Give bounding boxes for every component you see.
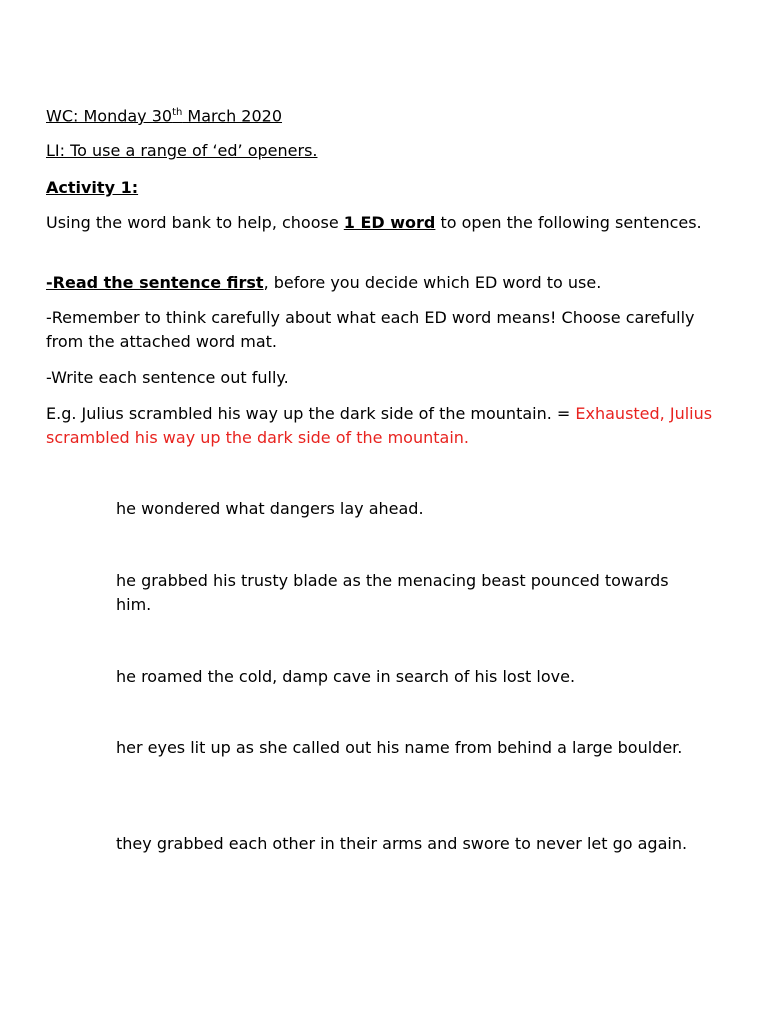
instruction-write-fully: -Write each sentence out fully. (46, 368, 289, 387)
instruction-read-first-emphasis: -Read the sentence first (46, 273, 264, 292)
activity-heading: Activity 1: (46, 178, 139, 197)
sentence-1: he wondered what dangers lay ahead. (116, 499, 424, 518)
sentence-4: her eyes lit up as she called out his name from behind a large boulder. (116, 738, 683, 757)
instruction-remember: -Remember to think carefully about what each ED word means! Choose carefully from the attached word mat. (46, 308, 695, 351)
instruction-word-bank (46, 211, 726, 235)
example-line (46, 402, 726, 450)
example-answer: Exhausted, Julius scrambled his way up the dark side of the mountain. (46, 404, 713, 447)
sentence-3: he roamed the cold, damp cave in search of his lost love. (116, 667, 576, 686)
learning-intention: LI: To use a range of ‘ed’ openers. (46, 141, 318, 160)
instruction-read-first-rest: , before you decide which ED word to use. (263, 273, 602, 292)
example-prompt: E.g. Julius scrambled his way up the dark side of the mountain. = (46, 404, 576, 423)
wc-suffix: March 2020 (182, 106, 283, 126)
wc-ordinal-suffix: th (172, 107, 183, 118)
week-commencing-line (46, 101, 726, 128)
sentence-5: they grabbed each other in their arms and swore to never let go again. (116, 834, 688, 853)
sentence-2: he grabbed his trusty blade as the menacing beast pounced towards him. (116, 571, 669, 614)
instruction-ed-word-emphasis: 1 ED word (343, 213, 436, 232)
instruction-word-bank-end: to open the following sentences. (435, 213, 702, 232)
wc-prefix: WC: Monday 30 (46, 106, 173, 126)
instruction-read-first (46, 271, 726, 295)
instruction-word-bank-start: Using the word bank to help, choose (46, 213, 344, 232)
